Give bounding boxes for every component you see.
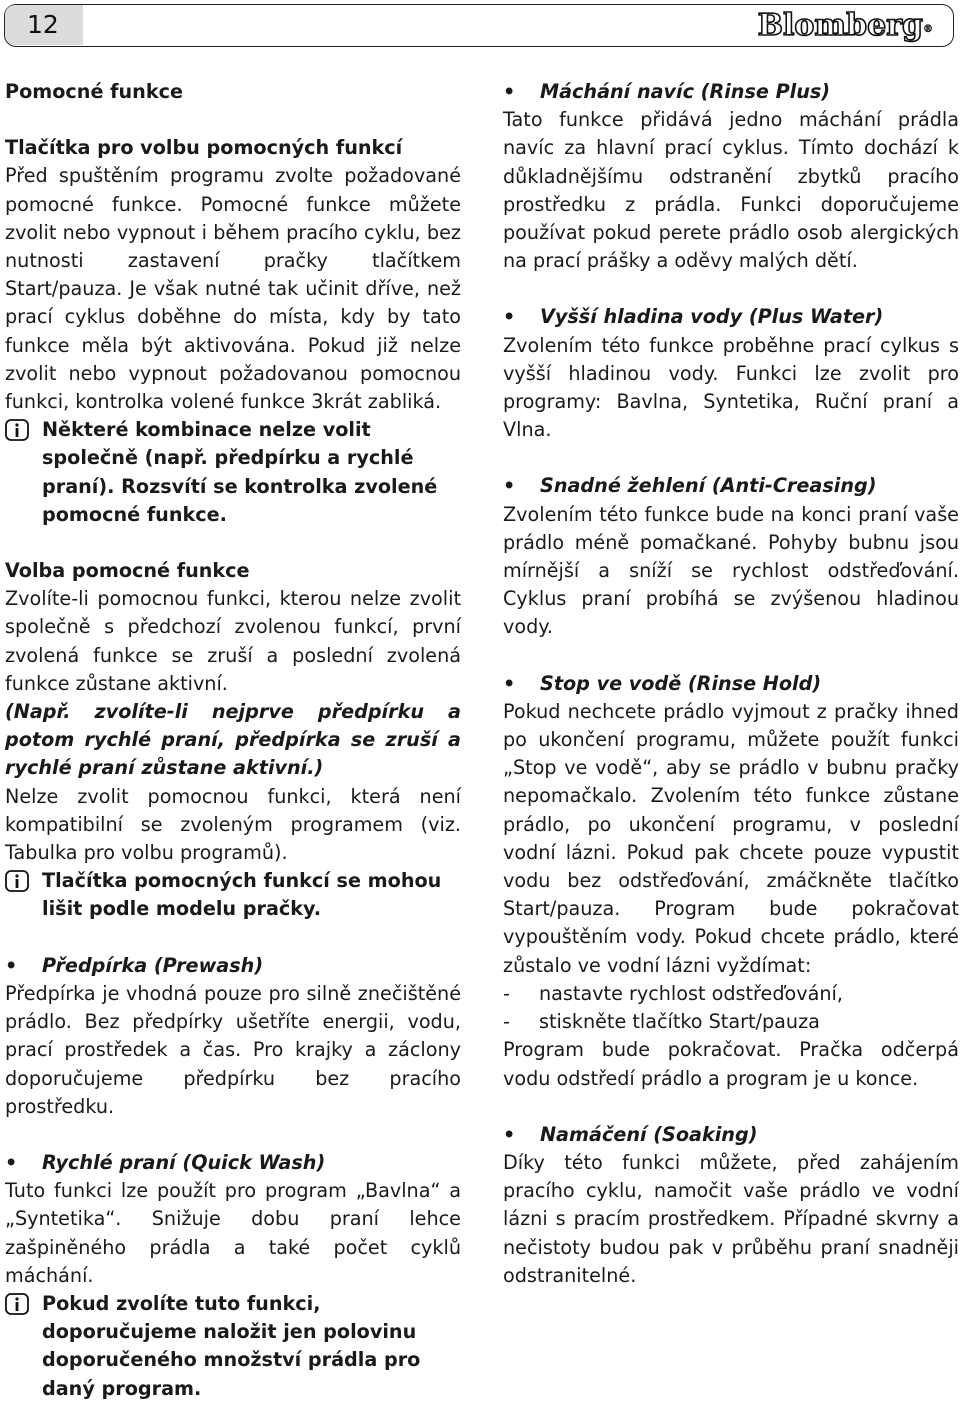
left-column (5, 78, 461, 1403)
paragraph: Zvolíte-li pomocnou funkci, kterou nelze zvolit společně s předchozí zvolenou funkcí, první zvolená funkce se zruší a poslední zvolená funkce zůstane aktivní. (5, 587, 461, 695)
page-header (4, 4, 954, 47)
bullet-heading: • Stop ve vodě (Rinse Hold) (503, 670, 959, 698)
info-note (5, 867, 461, 923)
page-title: Pomocné funkce (5, 80, 183, 103)
paragraph: Tuto funkci lze použít pro program „Bavlna“ a „Syntetika“. Snižuje dobu praní lehce zašpiněného prádla a také počet cyklů máchání. (5, 1179, 461, 1287)
bullet-heading: • Rychlé praní (Quick Wash) (5, 1149, 461, 1177)
brand-logo (758, 7, 933, 45)
right-column (503, 78, 959, 1290)
info-icon (5, 1293, 29, 1315)
paragraph: Pokud nechcete prádlo vyjmout z pračky ihned po ukončení programu, můžete použít funkci „Stop ve vodě“, aby se prádlo v bubnu pračky nepomačkalo. Zvolením této funkce zůstane prádlo, po ukončení programu, v poslední vodní lázni. Pokud pak chcete pouze vypustit vodu bez odstřeďování, zmáčkněte tlačítko Start/pauza. Program bude pokračovat vypouštěním vody. Pokud chcete prádlo, které zůstalo ve vodní lázni vyždímat: (503, 699, 959, 977)
info-icon (5, 419, 29, 441)
bullet-heading: • Snadné žehlení (Anti-Creasing) (503, 472, 959, 500)
paragraph: Předpírka je vhodná pouze pro silně znečištěné prádlo. Bez předpírky ušetříte energii, vodu, prací prostředek a čas. Pro krajky a záclony doporučujeme předpírku bez pracího prostředku. (5, 981, 461, 1118)
dash-marker: - (503, 1010, 510, 1034)
paragraph: Program bude pokračovat. Pračka odčerpá vodu odstředí prádlo a program je u konce. (503, 1038, 959, 1090)
list-item-text: stiskněte tlačítko Start/pauza (539, 1010, 820, 1034)
bullet-heading: • Předpírka (Prewash) (5, 952, 461, 980)
bullet-heading: • Vyšší hladina vody (Plus Water) (503, 303, 959, 331)
paragraph: Díky této funkci můžete, před zahájením pracího cyklu, namočit vaše prádlo ve vodní lázni s pracím prostředkem. Případné skvrny a nečistoty budou pak v průběhu praní snadněji odstranitelné. (503, 1150, 959, 1287)
example-paragraph: (Např. zvolíte-li nejprve předpírku a potom rychlé praní, předpírka se zruší a rychlé praní zůstane aktivní.) (5, 700, 461, 780)
paragraph: Nelze zvolit pomocnou funkci, která není kompatibilní se zvoleným programem (viz. Tabulka pro volbu programů). (5, 784, 461, 865)
bullet-heading: • Namáčení (Soaking) (503, 1121, 959, 1149)
info-note (5, 416, 461, 529)
info-icon (5, 870, 29, 892)
brand-name: Blomberg (757, 8, 923, 43)
note-text: Tlačítka pomocných funkcí se mohou lišit podle modelu pračky. (42, 869, 442, 921)
note-text: Některé kombinace nelze volit společně (např. předpírku a rychlé praní). Rozsvítí se kontrolka zvolené pomocné funkce. (42, 418, 438, 526)
page-number: 12 (5, 5, 83, 45)
section-heading: Volba pomocné funkce (5, 559, 250, 583)
list-item (503, 1008, 959, 1036)
list-item (503, 980, 959, 1008)
paragraph: Zvolením této funkce bude na konci praní vaše prádlo méně pomačkané. Pohyby bubnu jsou mírnější a sníží se rychlost odstřeďování. Cyklus praní probíhá se zvýšenou hladinou vody. (503, 502, 959, 639)
paragraph: Tato funkce přidává jedno máchání prádla navíc za hlavní prací cyklus. Tímto dochází k důkladnějšímu odstranění zbytků pracího prostředku z prádla. Funkci doporučujeme používat pokud perete prádlo osob alergických na prací prášky a oděvy malých dětí. (503, 108, 959, 273)
note-text: Pokud zvolíte tuto funkci, doporučujeme naložit jen polovinu doporučeného množství prádla pro daný program. (42, 1291, 421, 1400)
list-item-text: nastavte rychlost odstřeďování, (539, 981, 843, 1005)
registered-mark: ® (923, 24, 933, 35)
dash-marker: - (503, 981, 510, 1005)
bullet-heading: • Máchání navíc (Rinse Plus) (503, 78, 959, 106)
paragraph: Zvolením této funkce proběhne prací cylkus s vyšší hladinou vody. Funkci lze zvolit pro programy: Bavlna, Syntetika, Ruční praní a Vlna. (503, 333, 959, 442)
paragraph: Před spuštěním programu zvolte požadované pomocné funkce. Pomocné funkce můžete zvolit nebo vypnout i během pracího cyklu, bez nutnosti zastavení pračky tlačítkem Start/pauza. Je však nutné tak učinit dříve, než prací cyklus doběhne do místa, kdy by tato funkce měla být aktivována. Pokud již nelze zvolit nebo vypnout požadovanou pomocnou funkci, kontrolka volené funkce 3krát zabliká. (5, 164, 461, 414)
info-note (5, 1290, 461, 1403)
section-heading: Tlačítka pro volbu pomocných funkcí (5, 136, 403, 160)
